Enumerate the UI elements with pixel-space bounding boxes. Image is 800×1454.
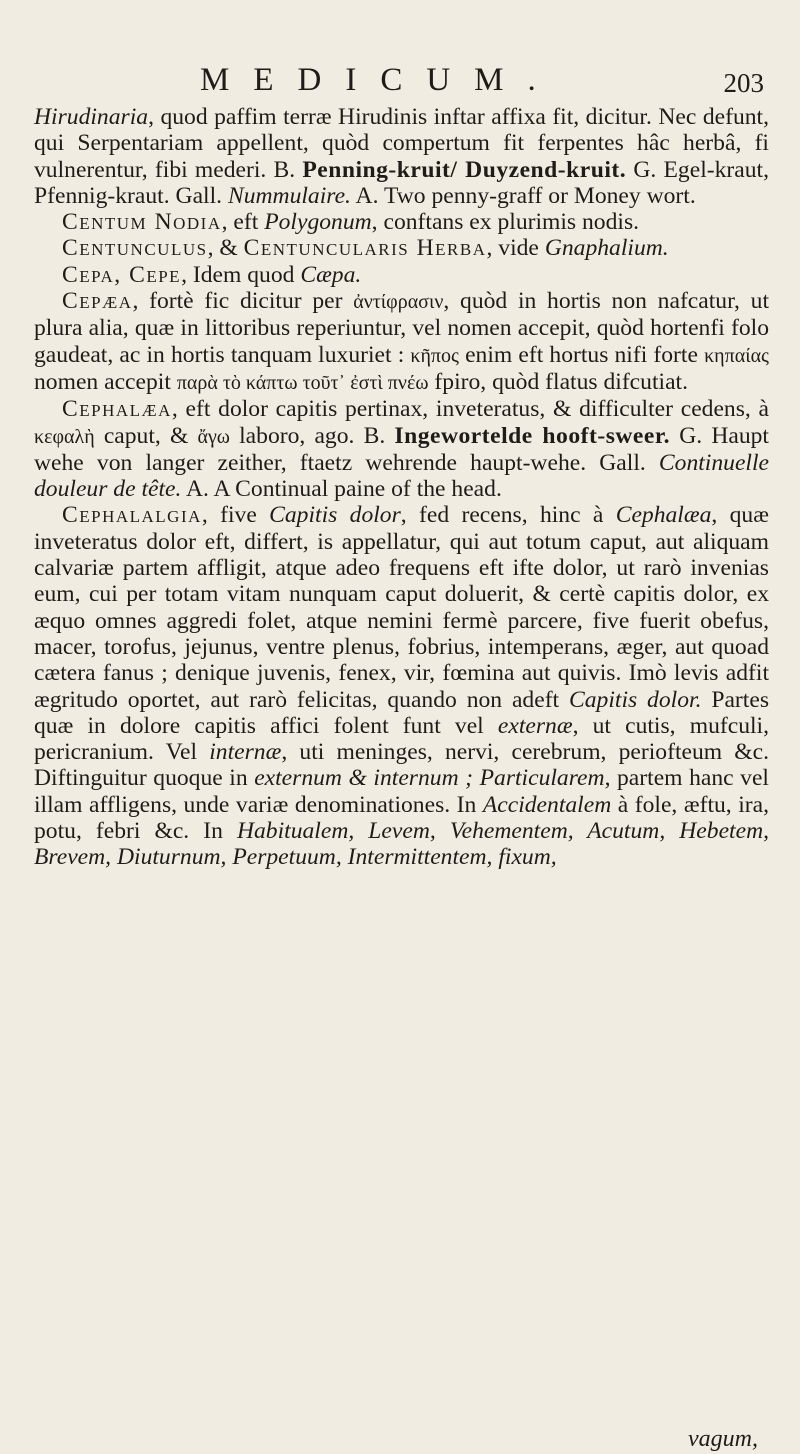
entry-centum-nodia: Centum Nodia, eft Polygonum, conftans ex plurimis nodis. bbox=[62, 209, 640, 236]
french-name: Continuelle douleur de tête. bbox=[34, 449, 769, 503]
greek-word: κῆπος bbox=[410, 344, 459, 367]
headword: Cepa, Cepe bbox=[62, 261, 182, 288]
entry-cepa: Cepa, Cepe, Idem quod Cæpa. bbox=[62, 261, 362, 288]
dutch-name: Penning-kruit/ Duyzend-kruit. bbox=[302, 156, 627, 183]
term: Hirudinaria bbox=[34, 104, 149, 130]
term: Gnaphalium. bbox=[544, 235, 669, 262]
term: externæ bbox=[497, 712, 573, 739]
term-list: Habitualem, Levem, Vehementem, Acutum, Hebetem, Brevem, Diuturnum, Perpetuum, Intermittentem, fixum, bbox=[34, 818, 770, 871]
headword: Centuncularis Herba bbox=[243, 235, 487, 262]
entry-cephalaea: Cephalæa, eft dolor capitis pertinax, inveteratus, & difficulter cedens, à κεφαλὴ caput, & ἄγω laboro, ago. B. Ingewortelde hooft-sweer. G. Haupt wehe von langer zeither, ftaetz wehrende haupt-wehe. Gall. Continuelle douleur de tête. A. A Continual paine of the head. bbox=[34, 396, 769, 503]
entry-centunculus: Centunculus, & Centuncularis Herba, vide Gnaphalium. bbox=[62, 235, 669, 262]
term: Cephalæa bbox=[615, 502, 712, 529]
term: Capitis dolor bbox=[269, 502, 401, 529]
body-text bbox=[34, 104, 769, 871]
greek-word: ἄγω bbox=[197, 425, 230, 448]
headword: Cephalæa bbox=[62, 396, 172, 423]
term: Polygonum bbox=[264, 209, 372, 236]
term: Accidentalem bbox=[482, 791, 612, 818]
greek-phrase: παρὰ τὸ κάπτω τοῦτ᾽ ἐστὶ πνέω bbox=[176, 371, 429, 394]
catchword: vagum, bbox=[688, 1426, 758, 1452]
dutch-name: Ingewortelde hooft-sweer. bbox=[394, 422, 671, 449]
headword: Centum Nodia bbox=[62, 209, 222, 236]
term: Particularem bbox=[479, 765, 605, 792]
term: Cæpa. bbox=[300, 261, 362, 288]
term: internæ bbox=[209, 739, 282, 766]
headword: Cepæa bbox=[62, 288, 133, 315]
term: externum & internum ; bbox=[254, 765, 474, 792]
page-number: 203 bbox=[723, 68, 764, 98]
entry-hirudinaria: Hirudinaria, quod paffim terræ Hirudinis inftar affixa fit, dicitur. Nec defunt, qui Serpentariam appellent, quòd compertum fit ferpentes hâc herbâ, fi vulnerentur, fibi mederi. B. Penning-kruit/ Duyzend-kruit. G. Egel-kraut, Pfennig-kraut. Gall. Nummulaire. A. Two penny-graff or Money wort. bbox=[34, 104, 769, 209]
entry-cephalalgia: Cephalalgia, five Capitis dolor, fed recens, hinc à Cephalæa, quæ inveteratus dolor eft, differt, is appellatur, qui aut totum caput, aut aliquam calvariæ partem affligit, atque adeo frequens eft ifte dolor, ut rarò invenias eum, cui per totam vitam nunquam caput doluerit, & certè capitis dolor, ex æquo omnes aggredi folet, atque nemini fermè parcere, five fuerit obefus, macer, torofus, jejunus, ventre plenus, fobrius, intemperans, æger, aut quoad cætera fanus ; denique juvenis, fenex, vir, fœmina aut quivis. Imò levis adfit ægritudo oportet, aut rarò felicitas, quando non adeft Capitis dolor. Partes quæ in dolore capitis affici folent funt vel externæ, ut cutis, mufculi, pericranium. Vel internæ, uti meninges, nervi, cerebrum, periofteum &c. Diftinguitur quoque in externum & internum ; Particularem, partem hanc vel illam affligens, unde variæ denominationes. In Accidentalem à fole, æftu, ira, potu, febri &c. In Habitualem, Levem, Vehementem, Acutum, Hebetem, Brevem, Diuturnum, Perpetuum, Intermittentem, fixum, bbox=[34, 502, 770, 871]
term: Capitis dolor. bbox=[569, 686, 702, 713]
greek-word: κηπαίας bbox=[704, 344, 769, 367]
french-name: Nummulaire. bbox=[227, 182, 351, 209]
greek-word: ἀντίφρασιν bbox=[353, 291, 444, 314]
headword: Cephalalgia bbox=[62, 502, 202, 529]
entry-cepaea: Cepæa, fortè fic dicitur per ἀντίφρασιν, quòd in hortis non nafcatur, ut plura alia, quæ in littoribus reperiuntur, vel nomen accepit, quòd hortenfi folo gaudeat, ac in hortis tanquam luxuriet : κῆπος enim eft hortus nifi forte κηπαίας nomen accepit παρὰ τὸ κάπτω τοῦτ᾽ ἐστὶ πνέω fpiro, quòd flatus difcutiat. bbox=[34, 288, 770, 395]
page-header bbox=[0, 62, 800, 98]
headword: Centunculus bbox=[62, 235, 208, 262]
running-title: MEDICUM. bbox=[200, 62, 560, 98]
greek-word: κεφαλὴ bbox=[34, 425, 95, 448]
